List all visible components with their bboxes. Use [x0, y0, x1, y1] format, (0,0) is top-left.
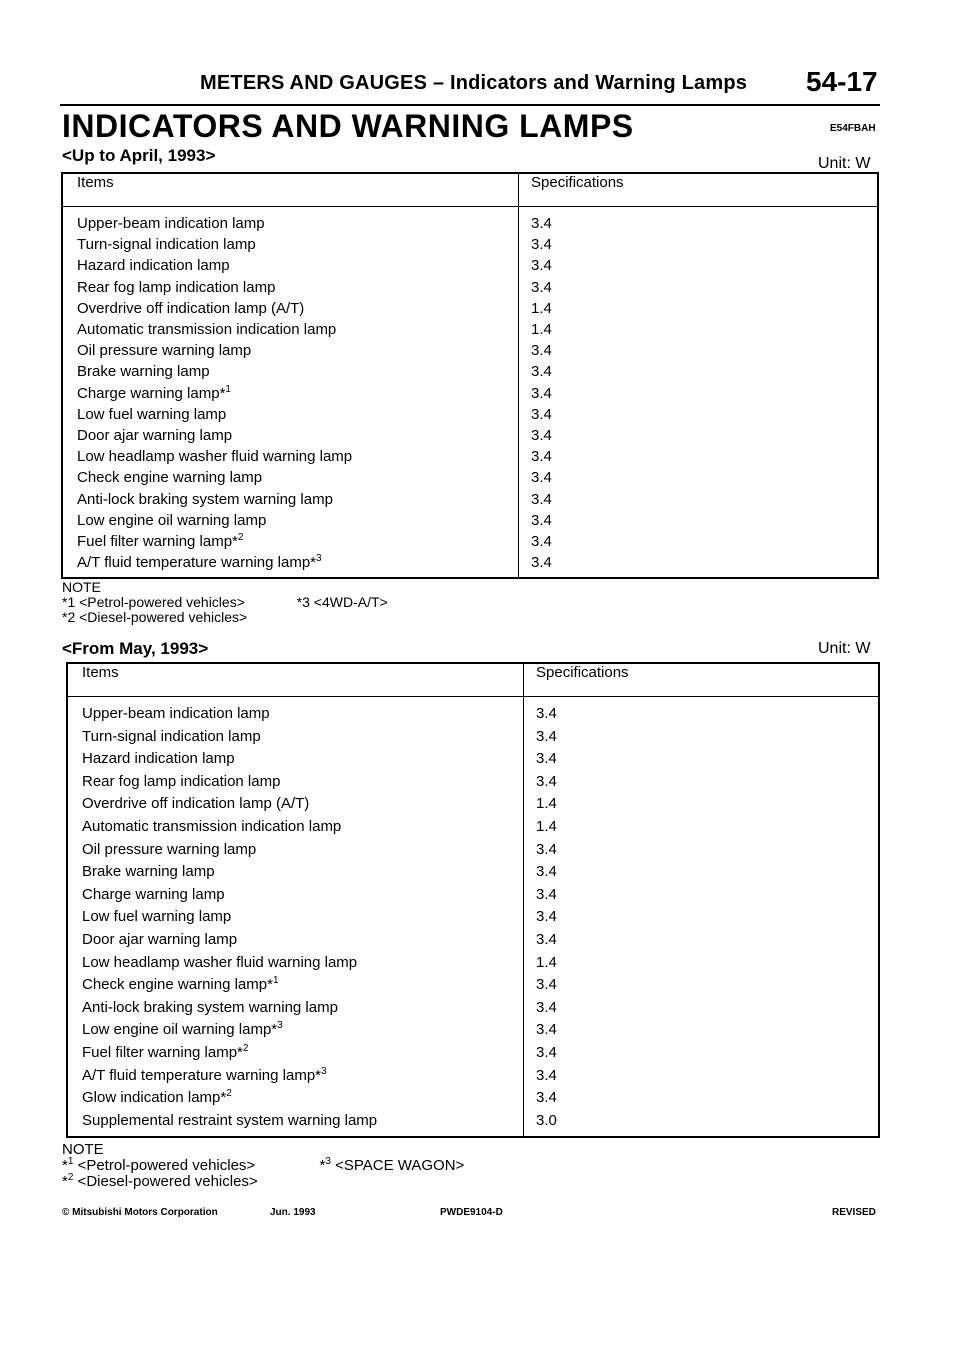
- table-row: [62, 467, 878, 488]
- item-label: Check engine warning lamp*: [82, 976, 273, 994]
- table-row: [67, 1087, 879, 1110]
- table2-col-items: Items: [67, 663, 524, 697]
- table-row: [67, 1019, 879, 1042]
- item-cell: [67, 726, 524, 749]
- item-label: Low headlamp washer fluid warning lamp: [77, 448, 353, 466]
- table-row: [67, 839, 879, 862]
- spec-value: 3.4: [524, 884, 880, 907]
- item-label: Automatic transmission indication lamp: [77, 321, 337, 339]
- table-row: [62, 340, 878, 361]
- table2-note-3-star: *: [319, 1157, 326, 1174]
- item-footnote-marker: 3: [321, 1065, 327, 1077]
- item-label: Upper-beam indication lamp: [82, 705, 270, 722]
- item-cell: [67, 1065, 524, 1088]
- item-label: Low engine oil warning lamp*: [82, 1021, 278, 1039]
- spec-value: 3.4: [519, 467, 879, 488]
- spec-value: 3.4: [519, 255, 879, 276]
- item-cell: [62, 510, 519, 531]
- item-label: Low fuel warning lamp: [77, 405, 227, 423]
- table2-note-1: <Petrol-powered vehicles>: [77, 1157, 256, 1174]
- table2-note-1-sup: 1: [67, 1156, 74, 1167]
- item-label: Overdrive off indication lamp (A/T): [82, 795, 310, 813]
- spec-value: 3.4: [524, 839, 880, 862]
- table2-note-2-sup: 2: [67, 1172, 74, 1183]
- item-cell: [67, 929, 524, 952]
- item-label: Brake warning lamp: [77, 363, 210, 381]
- item-cell: [67, 906, 524, 929]
- table-row: [62, 234, 878, 255]
- item-cell: [62, 467, 519, 488]
- item-cell: [67, 839, 524, 862]
- spec-value: 3.4: [524, 861, 880, 884]
- spec-value: 1.4: [524, 816, 880, 839]
- section-code: E54FBAH: [830, 123, 876, 134]
- table1-note-label: NOTE: [62, 579, 101, 595]
- spec-value: 3.4: [519, 531, 879, 552]
- spec-value: 3.4: [524, 1019, 880, 1042]
- table2-note-label: NOTE: [62, 1141, 104, 1158]
- table1-note-3: *3 <4WD-A/T>: [296, 594, 388, 610]
- item-label: A/T fluid temperature warning lamp*: [82, 1066, 322, 1084]
- table2-note-2: <Diesel-powered vehicles>: [77, 1173, 258, 1190]
- item-cell: [62, 383, 519, 404]
- item-label: Door ajar warning lamp: [82, 930, 238, 948]
- table1-subheading: <Up to April, 1993>: [62, 146, 216, 165]
- table-row: [67, 748, 879, 771]
- footer-status: REVISED: [832, 1207, 876, 1218]
- table-row: [67, 771, 879, 794]
- table-row: [62, 277, 878, 298]
- table-row: [62, 207, 878, 235]
- spec-value: 1.4: [524, 952, 880, 975]
- spec-value: 3.4: [519, 425, 879, 446]
- item-label: Glow indication lamp*: [82, 1089, 227, 1107]
- item-label: Low fuel warning lamp: [82, 908, 232, 926]
- item-cell: [62, 277, 519, 298]
- item-label: Automatic transmission indication lamp: [82, 817, 342, 835]
- item-label: Fuel filter warning lamp*: [77, 533, 238, 551]
- table-row: [67, 884, 879, 907]
- item-label: Fuel filter warning lamp*: [82, 1043, 243, 1061]
- item-cell: [67, 861, 524, 884]
- table2: [66, 662, 880, 1138]
- section-header-title: METERS AND GAUGES – Indicators and Warning Lamps: [200, 72, 748, 94]
- item-footnote-marker: 2: [226, 1088, 232, 1100]
- table1-note-1: *1 <Petrol-powered vehicles>: [62, 594, 245, 610]
- spec-value: 3.4: [519, 383, 879, 404]
- item-cell: [62, 531, 519, 552]
- spec-value: 3.4: [519, 361, 879, 382]
- table2-note-2-star: *: [62, 1173, 68, 1190]
- table1-col-items: Items: [62, 173, 519, 207]
- table-row: [67, 952, 879, 975]
- table-row: [67, 816, 879, 839]
- page-title: INDICATORS AND WARNING LAMPS: [62, 108, 634, 144]
- item-cell: [67, 793, 524, 816]
- item-footnote-marker: 1: [272, 975, 279, 987]
- item-label: Supplemental restraint system warning lamp: [82, 1111, 378, 1129]
- table1: [61, 172, 879, 579]
- item-cell: [62, 340, 519, 361]
- spec-value: 3.4: [524, 726, 880, 749]
- spec-value: 3.4: [519, 404, 879, 425]
- table-row: [67, 697, 879, 726]
- table2-header-row: [67, 663, 879, 697]
- item-cell: [67, 1019, 524, 1042]
- item-cell: [67, 884, 524, 907]
- item-cell: [62, 361, 519, 382]
- spec-value: 1.4: [519, 319, 879, 340]
- table2-note-3: <SPACE WAGON>: [335, 1157, 465, 1174]
- item-footnote-marker: 2: [237, 532, 244, 544]
- table-row: [62, 298, 878, 319]
- spec-value: 3.0: [524, 1110, 880, 1138]
- spec-value: 3.4: [524, 1042, 880, 1065]
- item-cell: [62, 207, 519, 235]
- table-row: [62, 552, 878, 578]
- item-cell: [67, 771, 524, 794]
- item-cell: [67, 952, 524, 975]
- item-label: Oil pressure warning lamp: [82, 840, 257, 858]
- spec-value: 3.4: [519, 446, 879, 467]
- table-row: [62, 425, 878, 446]
- item-footnote-marker: 3: [316, 553, 322, 565]
- spec-value: 3.4: [519, 489, 879, 510]
- table-row: [67, 997, 879, 1020]
- spec-value: 3.4: [524, 748, 880, 771]
- item-cell: [67, 1042, 524, 1065]
- spec-value: 3.4: [519, 552, 879, 578]
- item-label: A/T fluid temperature warning lamp*: [77, 554, 317, 572]
- item-label: Door ajar warning lamp: [77, 427, 233, 445]
- item-label: Low engine oil warning lamp: [77, 511, 267, 529]
- item-cell: [62, 319, 519, 340]
- item-label: Low headlamp washer fluid warning lamp: [82, 953, 358, 971]
- table-row: [62, 531, 878, 552]
- table2-body: [67, 697, 879, 1138]
- item-label: Oil pressure warning lamp: [77, 342, 252, 360]
- spec-value: 1.4: [519, 298, 879, 319]
- item-cell: [67, 997, 524, 1020]
- item-label: Turn-signal indication lamp: [77, 236, 256, 254]
- item-cell: [67, 1087, 524, 1110]
- table-row: [67, 906, 879, 929]
- table-row: [67, 861, 879, 884]
- item-label: Check engine warning lamp: [77, 469, 263, 487]
- spec-value: 3.4: [524, 997, 880, 1020]
- spec-value: 3.4: [524, 906, 880, 929]
- spec-value: 3.4: [519, 277, 879, 298]
- item-label: Hazard indication lamp: [77, 257, 230, 275]
- table2-unit: Unit: W: [818, 640, 871, 657]
- table1-note-2: *2 <Diesel-powered vehicles>: [62, 609, 248, 625]
- table-row: [67, 974, 879, 997]
- item-cell: [62, 234, 519, 255]
- header-divider: [60, 104, 880, 106]
- item-label: Turn-signal indication lamp: [82, 727, 261, 745]
- item-cell: [62, 489, 519, 510]
- item-cell: [62, 552, 519, 578]
- item-label: Anti-lock braking system warning lamp: [82, 998, 338, 1016]
- table-row: [67, 1065, 879, 1088]
- table-row: [67, 726, 879, 749]
- table1-body: [62, 207, 878, 579]
- table-row: [67, 793, 879, 816]
- item-cell: [67, 697, 524, 726]
- item-cell: [67, 816, 524, 839]
- spec-value: 3.4: [524, 697, 880, 726]
- item-cell: [62, 298, 519, 319]
- item-cell: [62, 425, 519, 446]
- item-label: Rear fog lamp indication lamp: [82, 772, 281, 790]
- item-cell: [67, 748, 524, 771]
- item-cell: [67, 974, 524, 997]
- page-number: 54-17: [806, 66, 878, 97]
- table2-note-3-sup: 3: [325, 1156, 331, 1167]
- table2-col-spec: Specifications: [524, 663, 880, 697]
- spec-value: 3.4: [524, 771, 880, 794]
- item-cell: [62, 404, 519, 425]
- spec-value: 3.4: [524, 974, 880, 997]
- table-row: [62, 361, 878, 382]
- item-label: Charge warning lamp: [82, 885, 225, 903]
- table-row: [62, 489, 878, 510]
- table1-header-row: [62, 173, 878, 207]
- table-row: [62, 383, 878, 404]
- item-cell: [62, 446, 519, 467]
- spec-value: 3.4: [519, 234, 879, 255]
- table1-col-spec: Specifications: [519, 173, 879, 207]
- item-label: Charge warning lamp*: [77, 384, 226, 402]
- item-cell: [67, 1110, 524, 1138]
- item-footnote-marker: 3: [277, 1020, 283, 1032]
- table-row: [67, 1042, 879, 1065]
- spec-value: 3.4: [524, 1087, 880, 1110]
- table-row: [67, 1110, 879, 1138]
- table-row: [62, 404, 878, 425]
- table1-note: [62, 580, 388, 625]
- spec-value: 3.4: [524, 929, 880, 952]
- footer-doc-code: PWDE9104-D: [440, 1207, 503, 1218]
- table2-note: [62, 1142, 464, 1190]
- item-cell: [62, 255, 519, 276]
- spec-value: 3.4: [519, 207, 879, 235]
- item-label: Rear fog lamp indication lamp: [77, 278, 276, 296]
- table1-unit: Unit: W: [818, 155, 871, 172]
- table-row: [62, 446, 878, 467]
- table-row: [62, 319, 878, 340]
- spec-value: 3.4: [519, 510, 879, 531]
- spec-value: 1.4: [524, 793, 880, 816]
- table-row: [62, 255, 878, 276]
- table-row: [62, 510, 878, 531]
- item-label: Hazard indication lamp: [82, 750, 235, 768]
- table2-note-1-star: *: [62, 1157, 68, 1174]
- footer-copyright: © Mitsubishi Motors Corporation: [62, 1207, 218, 1218]
- item-label: Anti-lock braking system warning lamp: [77, 490, 333, 508]
- item-footnote-marker: 1: [225, 383, 231, 395]
- table2-subheading: <From May, 1993>: [62, 639, 209, 658]
- item-label: Brake warning lamp: [82, 863, 215, 881]
- item-footnote-marker: 2: [242, 1042, 249, 1054]
- item-label: Upper-beam indication lamp: [77, 215, 265, 232]
- item-label: Overdrive off indication lamp (A/T): [77, 299, 305, 317]
- table-row: [67, 929, 879, 952]
- spec-value: 3.4: [519, 340, 879, 361]
- footer-date: Jun. 1993: [270, 1207, 316, 1218]
- spec-value: 3.4: [524, 1065, 880, 1088]
